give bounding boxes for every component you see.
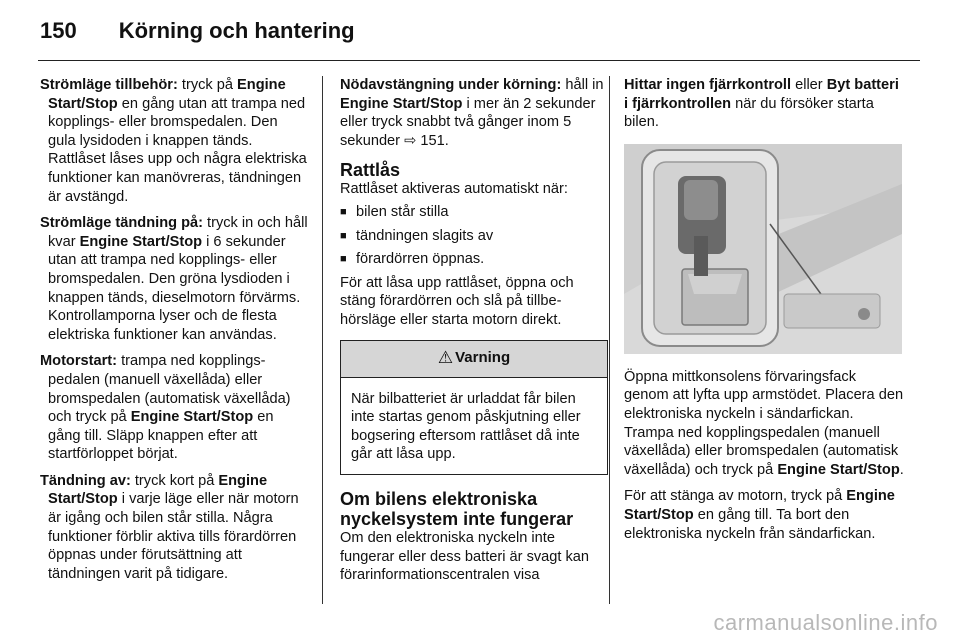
page-header	[40, 14, 355, 48]
paragraph-engine-start: Motorstart: trampa ned kopplingspedalen (manuell växellåda) eller bromspedalen (automatisk växellåda) och tryck på Engine Start/Stop en gång till. Släpp knappen efter att startförloppet börjat.	[40, 353, 291, 463]
steering-lock-conditions	[340, 203, 608, 269]
console-illustration-svg	[624, 144, 902, 354]
header-rule	[38, 60, 920, 61]
page-number: 150	[40, 18, 77, 43]
engine-start-stop-label: Engine Start/Stop	[624, 488, 895, 523]
engine-start-stop-label: Engine Start/Stop	[79, 233, 203, 250]
paragraph-unlock-steering: För att låsa upp rattlåset, öppna och stäng förardörren och slå på tillbehörsläge eller starta motorn direkt.	[340, 274, 574, 328]
engine-start-stop-label: Engine Start/Stop	[130, 409, 254, 426]
engine-start-stop-label: Engine Start/Stop	[48, 472, 268, 508]
warning-text: När bilbatteriet är urladdat får bilen inte startas genom påskjutning eller bogsering eftersom rattlåset då inte går att låsa upp.	[351, 390, 581, 463]
chapter-title: Körning och hantering	[118, 18, 355, 43]
column-divider	[322, 76, 323, 604]
warning-header	[341, 341, 607, 378]
paragraph-stop-engine: För att stänga av motorn, tryck på Engine Start/Stop en gång till. Ta bort den elektroniska nyckeln från sändarfickan.	[624, 488, 895, 542]
section-heading-steering-lock: Rattlås	[340, 160, 401, 181]
page-ref-link[interactable]: 151.	[416, 132, 449, 149]
paragraph-emergency-stop: Nödavstängning under körning: håll in Engine Start/Stop i mer än 2 sekunder eller tryck snabbt två gånger inom 5 sekunder ⇨ 151.	[340, 77, 604, 149]
term-emergency-stop: Nödavstängning under körning:	[340, 77, 562, 93]
term-ignition-on: Strömläge tändning på:	[40, 215, 203, 232]
steering-lock-intro: Rattlåset aktiveras automatiskt när:	[340, 181, 568, 198]
paragraph-ignition-on: Strömläge tändning på: tryck in och håll kvar Engine Start/Stop i 6 sekunder utan att trampa ned kopplings- eller bromspedalen. Den gröna lysdioden i knappen tänds, dieselmotorn förvärms. Kontrollamporna lyser och de flesta elektriska funktioner kan användas.	[40, 215, 308, 343]
paragraph-key-fail: Om den elektroniska nyckeln inte fungerar eller dess batteri är svagt kan förarinformationscentralen visa	[340, 529, 590, 584]
warning-title: Varning	[455, 349, 511, 367]
engine-start-stop-label: Engine Start/Stop	[340, 95, 463, 112]
paragraph-open-console: Öppna mittkonsolens förvaringsfack genom att lyfta upp armstödet. Placera den elektroniska nyckeln i sändarfickan. Trampa ned kopplingspedalen (manuell växellåda) eller bromspedalen (automatisk växellåda) och tryck på Engine Start/Stop.	[624, 368, 904, 478]
paragraph-ignition-off: Tändning av: tryck kort på Engine Start/Stop i varje läge eller när motorn är igång och bilen står stilla. Några funktioner förblir aktiva tills förardörren öppnas under förutsättning att tändningen varit på tidigare.	[40, 472, 299, 582]
paragraph-messages: Hittar ingen fjärrkontroll eller Byt batteri i fjärrkontrollen när du försöker starta bilen.	[624, 77, 899, 131]
list-item: ■ bilen står stilla	[340, 203, 608, 222]
console-key-pocket-illustration	[624, 144, 902, 354]
warning-icon: ⚠	[437, 348, 454, 368]
message-no-remote: Hittar ingen fjärrkontroll	[624, 77, 792, 93]
column-3	[624, 76, 904, 551]
column-1	[40, 76, 308, 591]
section-heading-key-system: Om bilens elektroniska nyckelsystem inte fungerar	[340, 488, 574, 529]
column-2	[340, 76, 608, 593]
page-ref-arrow-icon: ⇨	[404, 132, 417, 149]
list-item: ■ förardörren öppnas.	[340, 250, 608, 269]
term-ignition-off: Tändning av:	[40, 472, 131, 489]
paragraph-accessory-mode: Strömläge tillbehör: tryck på Engine Start/Stop en gång utan att trampa ned kopplings- eller bromspedalen. Den gula lysidoden i knappen tänds. Rattlåset låses upp och några elektriska funktioner kan manövreras, tändningen är avstängd.	[40, 77, 307, 205]
list-item: ■ tändningen slagits av	[340, 227, 608, 246]
warning-box	[340, 340, 608, 475]
watermark: carmanualsonline.info	[713, 610, 938, 635]
column-divider	[609, 76, 610, 604]
term-engine-start: Motorstart:	[40, 353, 118, 370]
engine-start-stop-label: Engine Start/Stop	[777, 461, 900, 478]
term-accessory-mode: Strömläge tillbehör:	[40, 77, 178, 93]
engine-start-stop-label: Engine Start/Stop	[48, 77, 286, 112]
message-replace-battery: Byt batteri i fjärrkontrollen	[624, 77, 899, 112]
